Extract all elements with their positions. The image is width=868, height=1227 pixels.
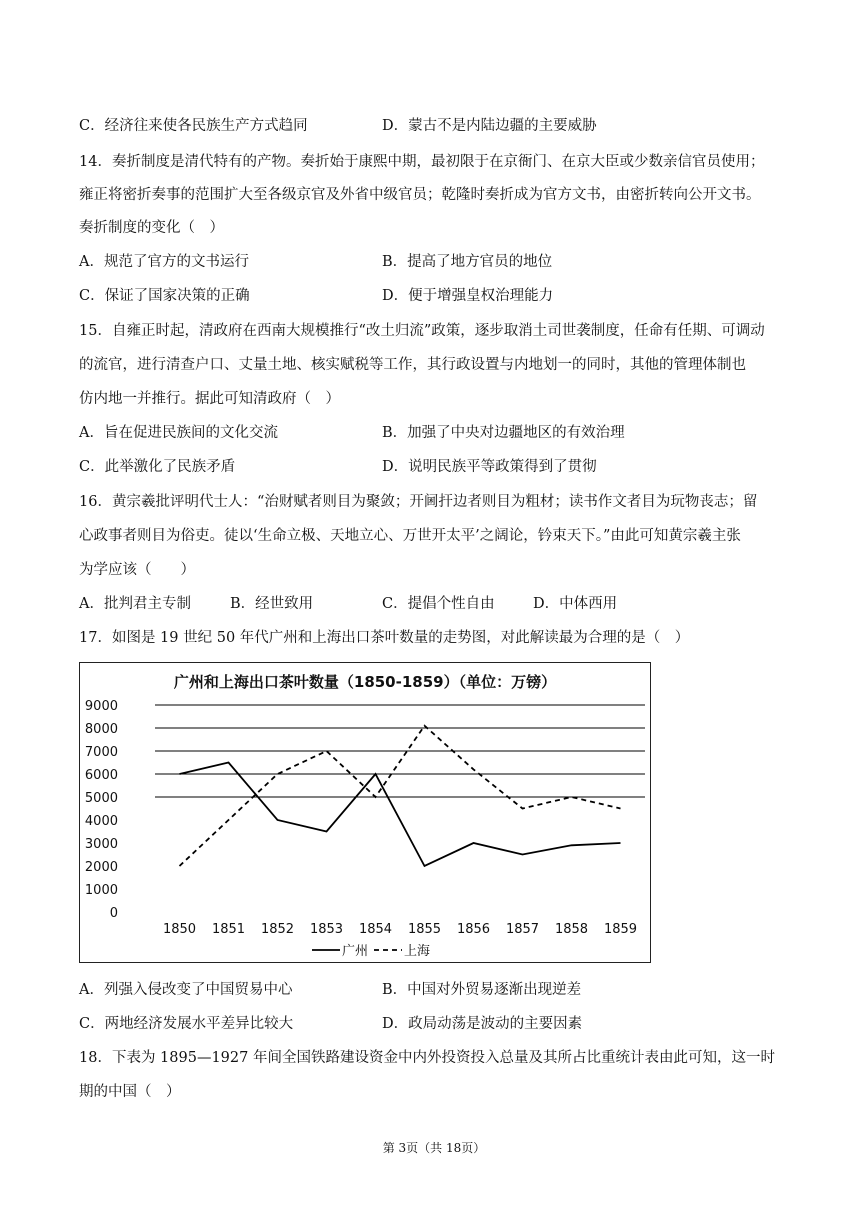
- q14-stem-line3: 奏折制度的变化（ ）: [79, 220, 224, 236]
- q16-option-a: A．批判君主专制: [79, 596, 191, 612]
- q15-option-d: D．说明民族平等政策得到了贯彻: [382, 459, 597, 475]
- x-tick-label-1851: 1851: [211, 922, 246, 937]
- chart-title: 广州和上海出口茶叶数量（1850-1859）（单位：万镑）: [173, 673, 557, 691]
- q14-option-a: A．规范了官方的文书运行: [79, 254, 249, 270]
- x-tick-label-1850: 1850: [162, 922, 197, 937]
- legend-label-guangzhou: 广州: [342, 944, 369, 959]
- q13-option-c: C．经济往来使各民族生产方式趋同: [79, 118, 308, 134]
- y-tick-label-1000: 1000: [84, 883, 118, 898]
- x-tick-label-1859: 1859: [603, 922, 638, 937]
- x-tick-label-1854: 1854: [358, 922, 393, 937]
- y-tick-label-3000: 3000: [84, 837, 118, 852]
- q14-stem-line1: 14．奏折制度是清代特有的产物。奏折始于康熙中期，最初限于在京衙门、在京大臣或少数亲信官员使用；: [79, 154, 765, 170]
- x-tick-label-1856: 1856: [456, 922, 491, 937]
- q14-option-d: D．便于增强皇权治理能力: [382, 288, 554, 304]
- q15-option-b: B．加强了中央对边疆地区的有效治理: [382, 425, 625, 441]
- q14-option-b: B．提高了地方官员的地位: [382, 254, 553, 270]
- series-line-guangzhou: [180, 763, 621, 867]
- q16-option-d: D．中体西用: [533, 596, 618, 612]
- y-tick-label-5000: 5000: [84, 791, 118, 806]
- q14-option-c: C．保证了国家决策的正确: [79, 288, 250, 304]
- x-tick-label-1857: 1857: [505, 922, 540, 937]
- y-tick-label-6000: 6000: [84, 768, 118, 783]
- tea-export-chart: [79, 662, 651, 963]
- q15-stem-line1: 15．自雍正时起，清政府在西南大规模推行“改土归流”政策，逐步取消土司世袭制度，任命有任期、可调动: [79, 323, 765, 339]
- q15-option-c: C．此举激化了民族矛盾: [79, 459, 236, 475]
- y-tick-label-9000: 9000: [84, 699, 118, 714]
- q16-stem-line3: 为学应该（ ）: [79, 562, 195, 578]
- q17-option-c: C．两地经济发展水平差异比较大: [79, 1016, 294, 1032]
- q17-stem-line1: 17．如图是 19 世纪 50 年代广州和上海出口茶叶数量的走势图，对此解读最为合理的是（ ）: [79, 630, 690, 646]
- q16-option-c: C．提倡个性自由: [382, 596, 495, 612]
- q13-option-d: D．蒙古不是内陆边疆的主要威胁: [382, 118, 597, 134]
- q15-stem-line3: 仿内地一并推行。据此可知清政府（ ）: [79, 391, 340, 407]
- q17-option-b: B．中国对外贸易逐渐出现逆差: [382, 982, 582, 998]
- x-tick-label-1855: 1855: [407, 922, 442, 937]
- page-footer: 第 3页（共 18页）: [382, 1141, 486, 1155]
- q16-stem-line2: 心政事者则目为俗吏。徒以‘生命立极、天地立心、万世开太平’之阔论，钤束天下。”由此可知黄宗羲主张: [79, 528, 741, 544]
- y-tick-label-8000: 8000: [84, 722, 118, 737]
- q17-option-a: A．列强入侵改变了中国贸易中心: [79, 982, 293, 998]
- q18-stem-line2: 期的中国（ ）: [79, 1084, 181, 1100]
- x-tick-label-1858: 1858: [554, 922, 589, 937]
- series-line-shanghai: [180, 726, 621, 866]
- q18-stem-line1: 18．下表为 1895—1927 年间全国铁路建设资金中内外投资投入总量及其所占比重统计表由此可知，这一时: [79, 1050, 775, 1066]
- q16-stem-line1: 16．黄宗羲批评明代士人：“治财赋者则目为聚敛；开阃扞边者则目为粗材；读书作文者目为玩物丧志；留: [79, 494, 758, 510]
- q14-stem-line2: 雍正将密折奏事的范围扩大至各级京官及外省中级官员；乾隆时奏折成为官方文书，由密折转向公开文书。: [79, 187, 761, 203]
- y-tick-label-2000: 2000: [84, 860, 118, 875]
- tea-export-chart-svg: [80, 663, 650, 962]
- legend-label-shanghai: 上海: [404, 944, 431, 959]
- q17-option-d: D．政局动荡是波动的主要因素: [382, 1016, 583, 1032]
- q15-stem-line2: 的流官，进行清查户口、丈量土地、核实赋税等工作，其行政设置与内地划一的同时，其他的管理体制也: [79, 357, 746, 373]
- y-tick-label-0: 0: [109, 906, 118, 921]
- y-tick-label-7000: 7000: [84, 745, 118, 760]
- y-tick-label-4000: 4000: [84, 814, 118, 829]
- x-tick-label-1852: 1852: [260, 922, 295, 937]
- q15-option-a: A．旨在促进民族间的文化交流: [79, 425, 278, 441]
- x-tick-label-1853: 1853: [309, 922, 344, 937]
- q16-option-b: B．经世致用: [230, 596, 314, 612]
